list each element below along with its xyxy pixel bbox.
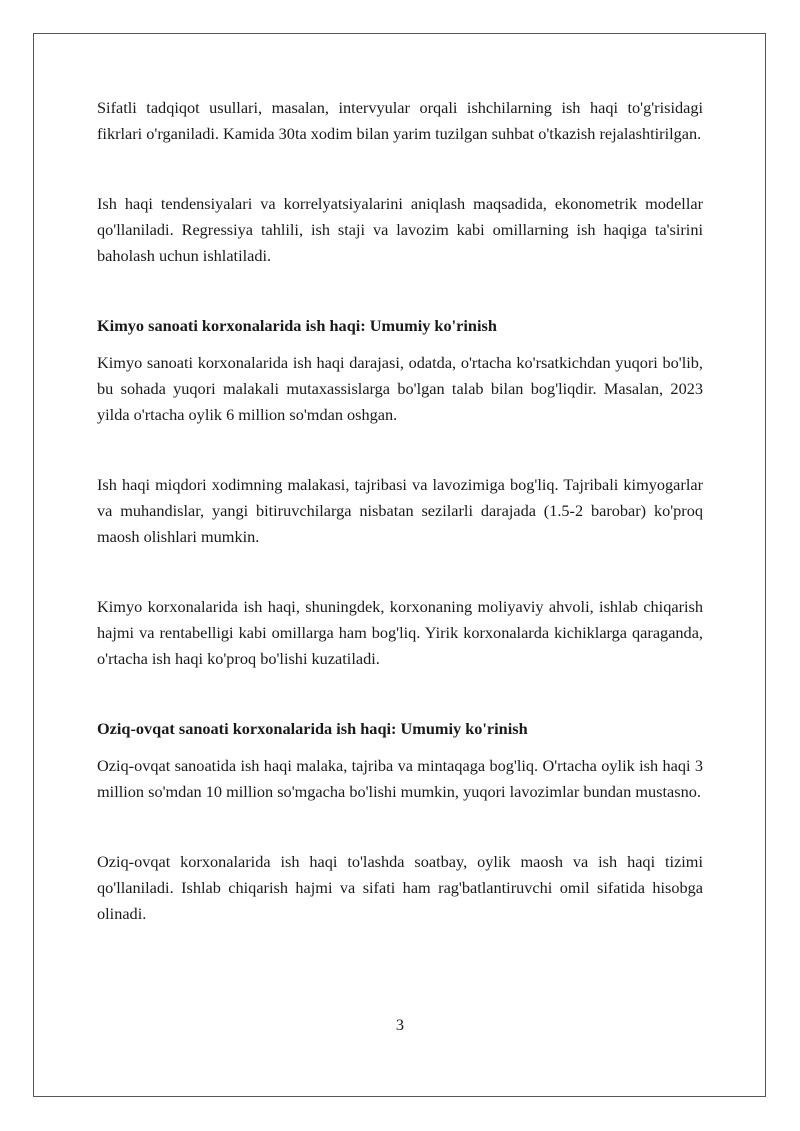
page-number: 3 (395, 1015, 405, 1034)
paragraph-qualitative-methods: Sifatli tadqiqot usullari, masalan, intervyular orqali ishchilarning ish haqi to'g'risidagi fikrlari o'rganiladi. Kamida 30ta xodim bilan yarim tuzilgan suhbat o'tkazish rejalashtirilgan. (97, 98, 703, 143)
paragraph-food-wage-level: Oziq-ovqat sanoatida ish haqi malaka, tajriba va mintaqaga bog'liq. O'rtacha oylik ish haqi 3 million so'mdan 10 million so'mgacha bo'lishi mumkin, yuqori lavozimlar bundan mustasno. (97, 756, 703, 801)
page-content (97, 95, 703, 927)
paragraph-wage-qualification: Ish haqi miqdori xodimning malakasi, tajribasi va lavozimiga bog'liq. Tajribali kimyogarlar va muhandislar, yangi bitiruvchilarga nisbatan sezilarli darajada (1.5-2 barobar) ko'proq maosh olishlari mumkin. (97, 475, 703, 546)
paragraph-econometric-models: Ish haqi tendensiyalari va korrelyatsiyalarini aniqlash maqsadida, ekonometrik modellar qo'llaniladi. Regressiya tahlili, ish staji va lavozim kabi omillarning ish haqiga ta'sirini baholash uchun ishlatiladi. (97, 194, 703, 265)
paragraph-company-factors: Kimyo korxonalarida ish haqi, shuningdek, korxonaning moliyaviy ahvoli, ishlab chiqarish hajmi va rentabelligi kabi omillarga ham bog'liq. Yirik korxonalarda kichiklarga qaraganda, o'rtacha ish haqi ko'proq bo'lishi kuzatiladi. (97, 597, 703, 668)
heading-chemical-industry: Kimyo sanoati korxonalarida ish haqi: Umumiy ko'rinish (97, 316, 497, 335)
paragraph-chemical-wage-level: Kimyo sanoati korxonalarida ish haqi darajasi, odatda, o'rtacha ko'rsatkichdan yuqori bo'lib, bu sohada yuqori malakali mutaxassislarga bo'lgan talab bilan bog'liqdir. Masalan, 2023 yilda o'rtacha oylik 6 million so'mdan oshgan. (97, 353, 703, 424)
heading-food-industry: Oziq-ovqat sanoati korxonalarida ish haqi: Umumiy ko'rinish (97, 719, 528, 738)
paragraph-food-payment-systems: Oziq-ovqat korxonalarida ish haqi to'lashda soatbay, oylik maosh va ish haqi tizimi qo'llaniladi. Ishlab chiqarish hajmi va sifati ham rag'batlantiruvchi omil sifatida hisobga olinadi. (97, 852, 703, 923)
